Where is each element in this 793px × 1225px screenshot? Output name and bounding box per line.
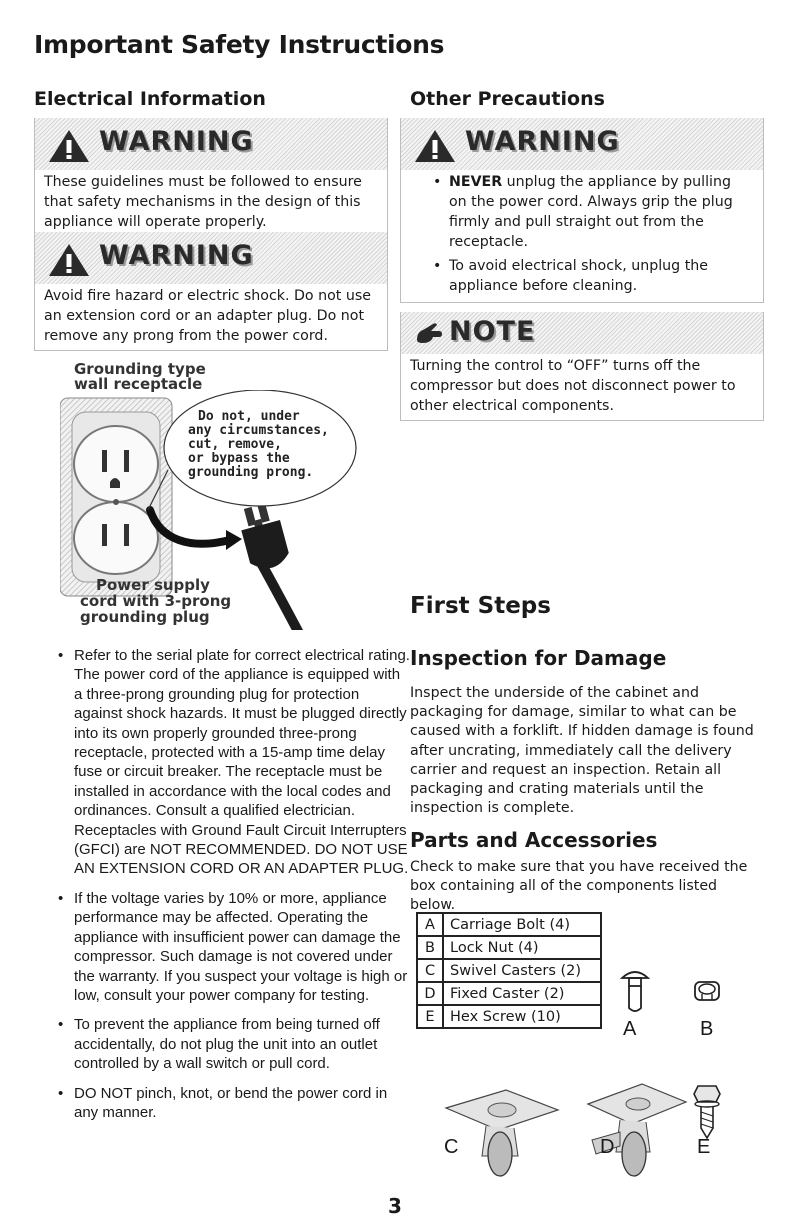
list-item: • To prevent the appliance from being turned off accidentally, do not plug the unit into an outlet controlled by a wall switch or pull cord. xyxy=(74,1015,410,1073)
table-row xyxy=(417,913,601,936)
warning-text: Avoid fire hazard or electric shock. Do not use an extension cord or an adapter plug. Do not remove any prong from the power cord. xyxy=(44,288,371,344)
callout-line2: any circumstances, xyxy=(188,423,329,438)
warning-label: WARNING xyxy=(465,126,620,157)
part-letter-d: D xyxy=(600,1136,615,1158)
warning-label: WARNING xyxy=(99,240,254,271)
warning-banner xyxy=(35,232,387,284)
part-letter-c: C xyxy=(444,1136,459,1158)
part-name: Hex Screw (10) xyxy=(443,1005,601,1028)
note-label: NOTE xyxy=(449,316,536,347)
part-key: A xyxy=(417,913,443,936)
list-item: • Refer to the serial plate for correct electrical rating. The power cord of the appliance is equipped with a three-prong grounding plug for protection against shock hazards. It must be plugged directly into its own properly grounded three-prong receptacle, protected with a 15-amp time delay fuse or circuit breaker. The receptacle must be installed in accordance with the local codes and ordinances. Consult a qualified electrician. Receptacles with Ground Fault Circuit Interrupters (GFCI) are NOT RECOMMENDED. DO NOT USE AN EXTENSION CORD OR AN ADAPTER PLUG. xyxy=(74,646,410,879)
part-name: Swivel Casters (2) xyxy=(443,959,601,982)
note-banner xyxy=(401,312,763,354)
warning-triangle-icon xyxy=(413,128,457,164)
receptacle-label-line1: Grounding type xyxy=(74,360,206,378)
note-box xyxy=(400,312,764,421)
electrical-bullets xyxy=(46,646,410,1122)
table-row xyxy=(417,982,601,1005)
part-name: Lock Nut (4) xyxy=(443,936,601,959)
table-row xyxy=(417,1005,601,1028)
first-steps-heading: First Steps xyxy=(410,593,551,619)
callout-line5: grounding prong. xyxy=(188,465,314,480)
part-name: Fixed Caster (2) xyxy=(443,982,601,1005)
list-item xyxy=(449,172,753,252)
table-row xyxy=(417,959,601,982)
part-key: E xyxy=(417,1005,443,1028)
warning-box-guidelines xyxy=(34,118,388,237)
warning-text: These guidelines must be followed to ensure that safety mechanisms in the design of this appliance will operate properly. xyxy=(44,174,362,230)
warning-banner xyxy=(401,118,763,170)
precaution-bullets xyxy=(401,170,763,302)
list-item: • To avoid electrical shock, unplug the appliance before cleaning. xyxy=(449,256,753,296)
warning-triangle-icon xyxy=(47,128,91,164)
part-letter-b: B xyxy=(700,1018,714,1040)
cord-label-line3: grounding plug xyxy=(80,608,210,626)
warning-label: WARNING xyxy=(99,126,254,157)
callout-line3: cut, remove, xyxy=(188,437,282,452)
warning-box-fire-hazard xyxy=(34,232,388,351)
other-precautions-heading: Other Precautions xyxy=(410,88,605,110)
warning-box-unplug xyxy=(400,118,764,303)
warning-banner xyxy=(35,118,387,170)
warning-triangle-icon xyxy=(47,242,91,278)
parts-table xyxy=(416,912,602,1029)
cord-label-line1: Power supply xyxy=(96,576,210,594)
table-row xyxy=(417,936,601,959)
callout-line4: or bypass the xyxy=(188,451,290,466)
page-number: 3 xyxy=(388,1194,402,1218)
part-name: Carriage Bolt (4) xyxy=(443,913,601,936)
parts-text: Check to make sure that you have received the box containing all of the components listed below. xyxy=(410,859,748,914)
list-item: • If the voltage varies by 10% or more, appliance performance may be affected. Operating the appliance with insufficient power can damage the compressor. Such damage is not covered under the warranty. If you suspect your voltage is high or low, consult your power company for testing. xyxy=(74,889,410,1005)
list-item: • DO NOT pinch, knot, or bend the power cord in any manner. xyxy=(74,1084,410,1123)
page-title: Important Safety Instructions xyxy=(34,30,445,59)
part-key: D xyxy=(417,982,443,1005)
fixed-caster-icon xyxy=(568,1080,688,1180)
note-text: Turning the control to “OFF” turns off the compressor but does not disconnect power to other electrical components. xyxy=(410,358,736,414)
receptacle-label-line2: wall receptacle xyxy=(74,375,203,393)
part-letter-a: A xyxy=(623,1018,637,1040)
hex-screw-icon xyxy=(692,1084,722,1140)
inspection-heading: Inspection for Damage xyxy=(410,646,667,670)
inspection-text: Inspect the underside of the cabinet and packaging for damage, similar to what can be caused with a forklift. If hidden damage is found after uncrating, immediately call the delivery carrier and request an inspection. Retain all packaging and crating materials until the inspection is complete. xyxy=(410,685,754,817)
callout-line1: Do not, under xyxy=(198,409,300,424)
receptacle-illustration xyxy=(60,360,390,630)
cord-label-line2: cord with 3-prong xyxy=(80,592,232,610)
electrical-information-heading: Electrical Information xyxy=(34,88,266,110)
never-emphasis: NEVER xyxy=(449,174,503,190)
part-key: B xyxy=(417,936,443,959)
swivel-caster-icon xyxy=(436,1088,566,1178)
lock-nut-icon xyxy=(692,978,722,1004)
hand-pointer-icon xyxy=(413,320,443,348)
part-letter-e: E xyxy=(697,1136,711,1158)
carriage-bolt-icon xyxy=(620,968,650,1014)
parts-heading: Parts and Accessories xyxy=(410,828,658,852)
bullet-text: unplug the appliance by pulling on the power cord. Always grip the plug firmly and pull straight out from the receptacle. xyxy=(449,174,733,250)
part-key: C xyxy=(417,959,443,982)
